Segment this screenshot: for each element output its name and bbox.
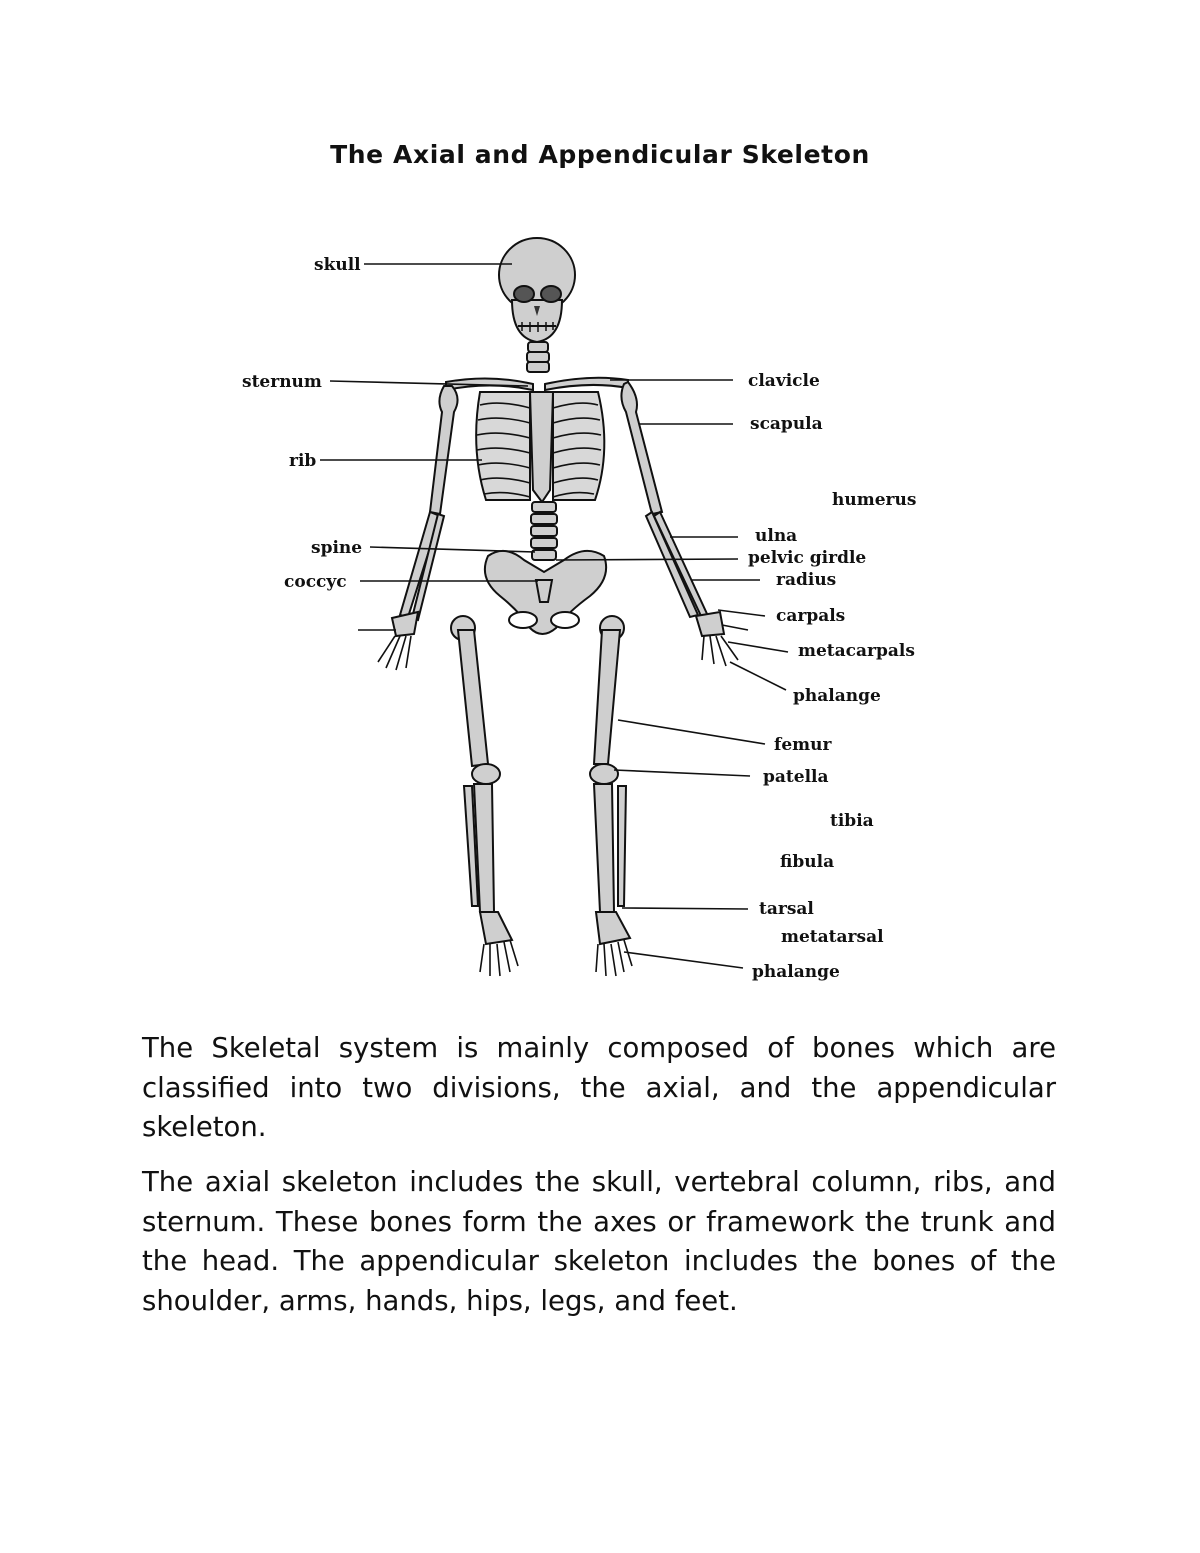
label-patella: patella — [763, 767, 829, 787]
neck-vertebrae — [527, 342, 549, 372]
label-skull: skull — [314, 255, 361, 275]
label-fibula: fibula — [780, 852, 835, 872]
paragraph-axial-appendicular: The axial skeleton includes the skull, vertebral column, ribs, and sternum. These bones form the axes or framework the trunk and the head. The appendicular skeleton includes the bones of the shoulder, arms, hands, hips, legs, and feet. — [142, 1166, 1056, 1317]
label-sternum: sternum — [242, 372, 322, 392]
label-ulna: ulna — [755, 526, 798, 546]
label-humerus: humerus — [832, 490, 917, 510]
label-pelvic-girdle: pelvic girdle — [748, 548, 867, 568]
label-rib: rib — [289, 451, 317, 471]
label-spine: spine — [311, 538, 363, 558]
label-metatarsal: metatarsal — [781, 927, 884, 947]
skull-bone — [499, 238, 575, 342]
ribcage — [476, 392, 604, 502]
right-leg — [590, 616, 632, 976]
skeleton-illustration — [358, 238, 748, 976]
left-leg — [451, 616, 518, 976]
sternum-bone — [530, 392, 553, 502]
label-clavicle: clavicle — [748, 371, 820, 391]
label-phalange-hand: phalange — [793, 686, 881, 706]
left-arm — [358, 386, 458, 670]
paragraph-skeletal-system: The Skeletal system is mainly composed of bones which are classified into two divisions, the axial, and the appendicular skeleton. — [142, 1032, 1056, 1143]
document-title: The Axial and Appendicular Skeleton — [330, 140, 870, 169]
label-phalange-foot: phalange — [752, 962, 840, 982]
label-femur: femur — [774, 735, 832, 755]
label-carpals: carpals — [776, 606, 846, 626]
label-radius: radius — [776, 570, 837, 590]
skeleton-diagram — [0, 200, 1200, 1000]
label-coccyc: coccyc — [284, 572, 347, 592]
label-tarsal: tarsal — [759, 899, 814, 919]
label-scapula: scapula — [750, 414, 823, 434]
label-metacarpals: metacarpals — [798, 641, 915, 661]
label-tibia: tibia — [830, 811, 874, 831]
coccyx-bone — [536, 580, 552, 602]
